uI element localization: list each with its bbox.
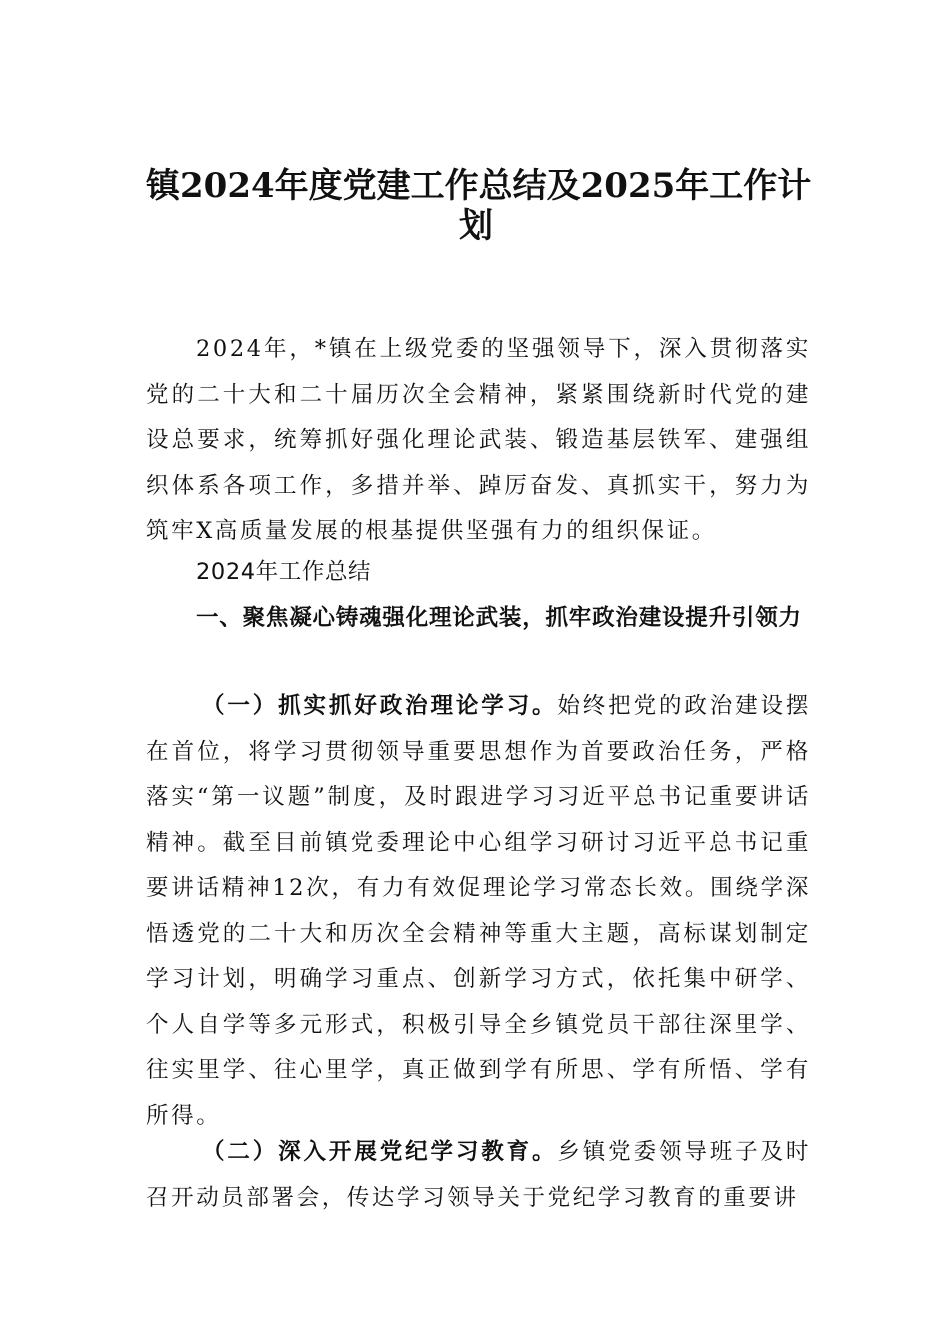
document-title-continuation: 划 [459,206,493,246]
subsection-2-body: 乡镇党委领导班子及时召开动员部署会，传达学习领导关于党纪学习教育的重要讲 [146,1139,811,1211]
subsection-1-title: （一）抓实抓好政治理论学习。 [202,693,558,719]
section-label: 2024年工作总结 [196,559,372,585]
subsection-2-paragraph [146,1130,811,1221]
intro-paragraph: 2024年，*镇在上级党委的坚强领导下，深入贯彻落实党的二十大和二十届历次全会精神，紧紧围绕新时代党的建设总要求，统筹抓好强化理论武装、锻造基层铁军、建强组织体系各项工作，多措并举、踔厉奋发、真抓实干，努力为筑牢X高质量发展的根基提供坚强有力的组织保证。 [146,336,811,544]
subsection-1-paragraph [146,684,811,1139]
subsection-1-body: 始终把党的政治建设摆在首位，将学习贯彻领导重要思想作为首要政治任务，严格落实“第一议题”制度，及时跟进学习习近平总书记重要讲话精神。截至目前镇党委理论中心组学习研讨习近平总书记重要讲话精神12次，有力有效促理论学习常态长效。围绕学深悟透党的二十大和历次全会精神等重大主题，高标谋划制定学习计划，明确学习重点、创新学习方式，依托集中研学、个人自学等多元形式，积极引导全乡镇党员干部往深里学、往实里学、往心里学，真正做到学有所思、学有所悟、学有所得。 [146,693,811,1129]
subsection-2-title: （二）深入开展党纪学习教育。 [202,1139,558,1165]
heading-level-1: 一、聚焦凝心铸魂强化理论武装，抓牢政治建设提升引领力 [196,605,802,631]
document-title: 镇2024年度党建工作总结及2025年工作计 [146,166,812,206]
